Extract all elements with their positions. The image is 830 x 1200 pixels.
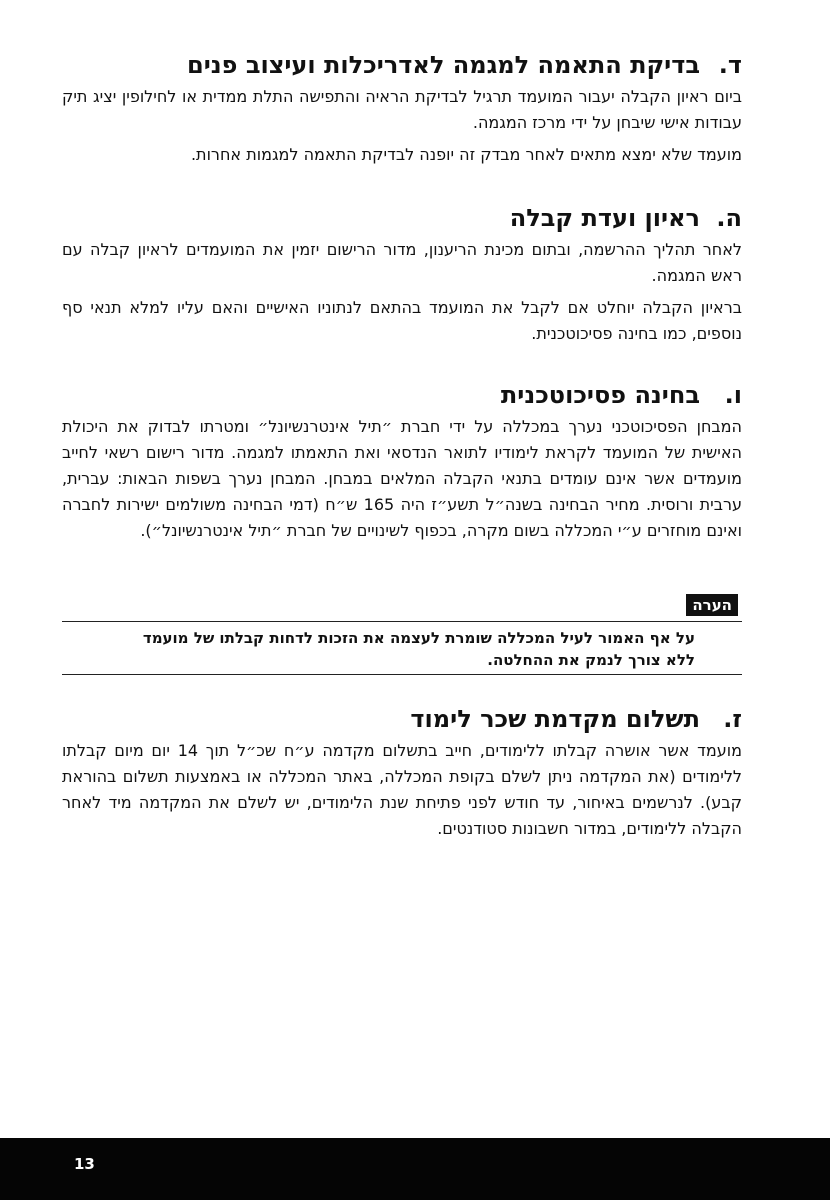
section-title: ראיון ועדת קבלה bbox=[509, 204, 700, 232]
section-heading bbox=[62, 203, 742, 233]
section-number: ד. bbox=[718, 51, 742, 79]
paragraph: מועמד אשר אושרה קבלתו ללימודים, חייב בתשלום מקדמה ע״ח שכ״ל תוך 14 יום מיום קבלתו ללימודים (את המקדמה ניתן לשלם בקופת המכללה, באתר המכללה או באמצעות תשלום בהוראת קבע). לנרשמים באיחור, עד חודש לפני פתיחת שנת הלימודים, יש לשלם את המקדמה מיד לאחר הקבלה ללימודים, במדור חשבונות סטודנטים. bbox=[62, 741, 742, 838]
paragraph: מועמד שלא ימצא מתאים לאחר מבדק זה יופנה לבדיקת התאמה למגמות אחרות. bbox=[190, 145, 742, 164]
note-bottom-divider bbox=[62, 674, 742, 675]
section-number: ז. bbox=[723, 705, 742, 733]
section-number: ה. bbox=[716, 204, 742, 232]
section-title: תשלום מקדמת שכר לימוד bbox=[410, 705, 700, 733]
section-title: בחינה פסיכוטכנית bbox=[500, 381, 700, 409]
section-heading bbox=[62, 380, 742, 410]
section-title: בדיקת התאמה למגמה לאדריכלות ועיצוב פנים bbox=[187, 51, 700, 79]
section-heading bbox=[62, 50, 742, 80]
section-design-fit bbox=[62, 50, 742, 174]
paragraph: ביום ראיון הקבלה יעבור המועמד תרגיל לבדיקת הראיה והתפישה התלת ממדית או לחילופין יציג תיק עבודות אישי שיבחן על ידי מרכז המגמה. bbox=[62, 87, 742, 132]
note-label: הערה bbox=[686, 594, 738, 616]
paragraph: המבחן הפסיכוטכני נערך במכללה על ידי חברת ״תיל אינטרנשיונל״ ומטרתו לבדוק את היכולת האישית של המועמד לקראת לימודיו לתואר הנדסאי ואת התאמתו למגמה. מדור רישום רשאי לחייב מועמדים אשר אינם עומדים בתנאי הקבלה המלאים במבחן. המבחן נערך בשפות הבאות: עברית, ערבית ורוסית. מחיר הבחינה בשנה״ל תשע״ז היה 165 ש״ח (דמי הבחינה משולמים ישירות לחברה ואינם מוחזרים ע״י המכללה בשום מקרה, בכפוף לשינויים של חברת ״תיל אינטרנשיונל״). bbox=[62, 417, 743, 540]
section-admission-interview bbox=[62, 203, 742, 353]
footer-bar bbox=[0, 1138, 830, 1200]
page-number: 13 bbox=[74, 1155, 95, 1173]
section-psychotechnic-exam bbox=[62, 380, 742, 550]
section-heading bbox=[62, 704, 742, 734]
note-top-divider bbox=[62, 621, 742, 622]
paragraph: בראיון הקבלה יוחלט אם לקבל את המועמד בהתאם לנתוניו האישיים והאם עליו למלא תנאי סף נוספים, כמו בחינה פסיכוטכנית. bbox=[62, 298, 742, 343]
section-number: ו. bbox=[724, 381, 742, 409]
note-text: על אף האמור לעיל המכללה שומרת לעצמה את הזכות לדחות קבלתו של מועמד ללא צורך לנמק את ההחלטה. bbox=[142, 629, 695, 669]
section-tuition-advance bbox=[62, 704, 742, 848]
paragraph: לאחר תהליך ההרשמה, ובתום מכינת הריענון, מדור הרישום יזמין את המועמדים לראיון קבלה עם ראש המגמה. bbox=[62, 240, 742, 285]
